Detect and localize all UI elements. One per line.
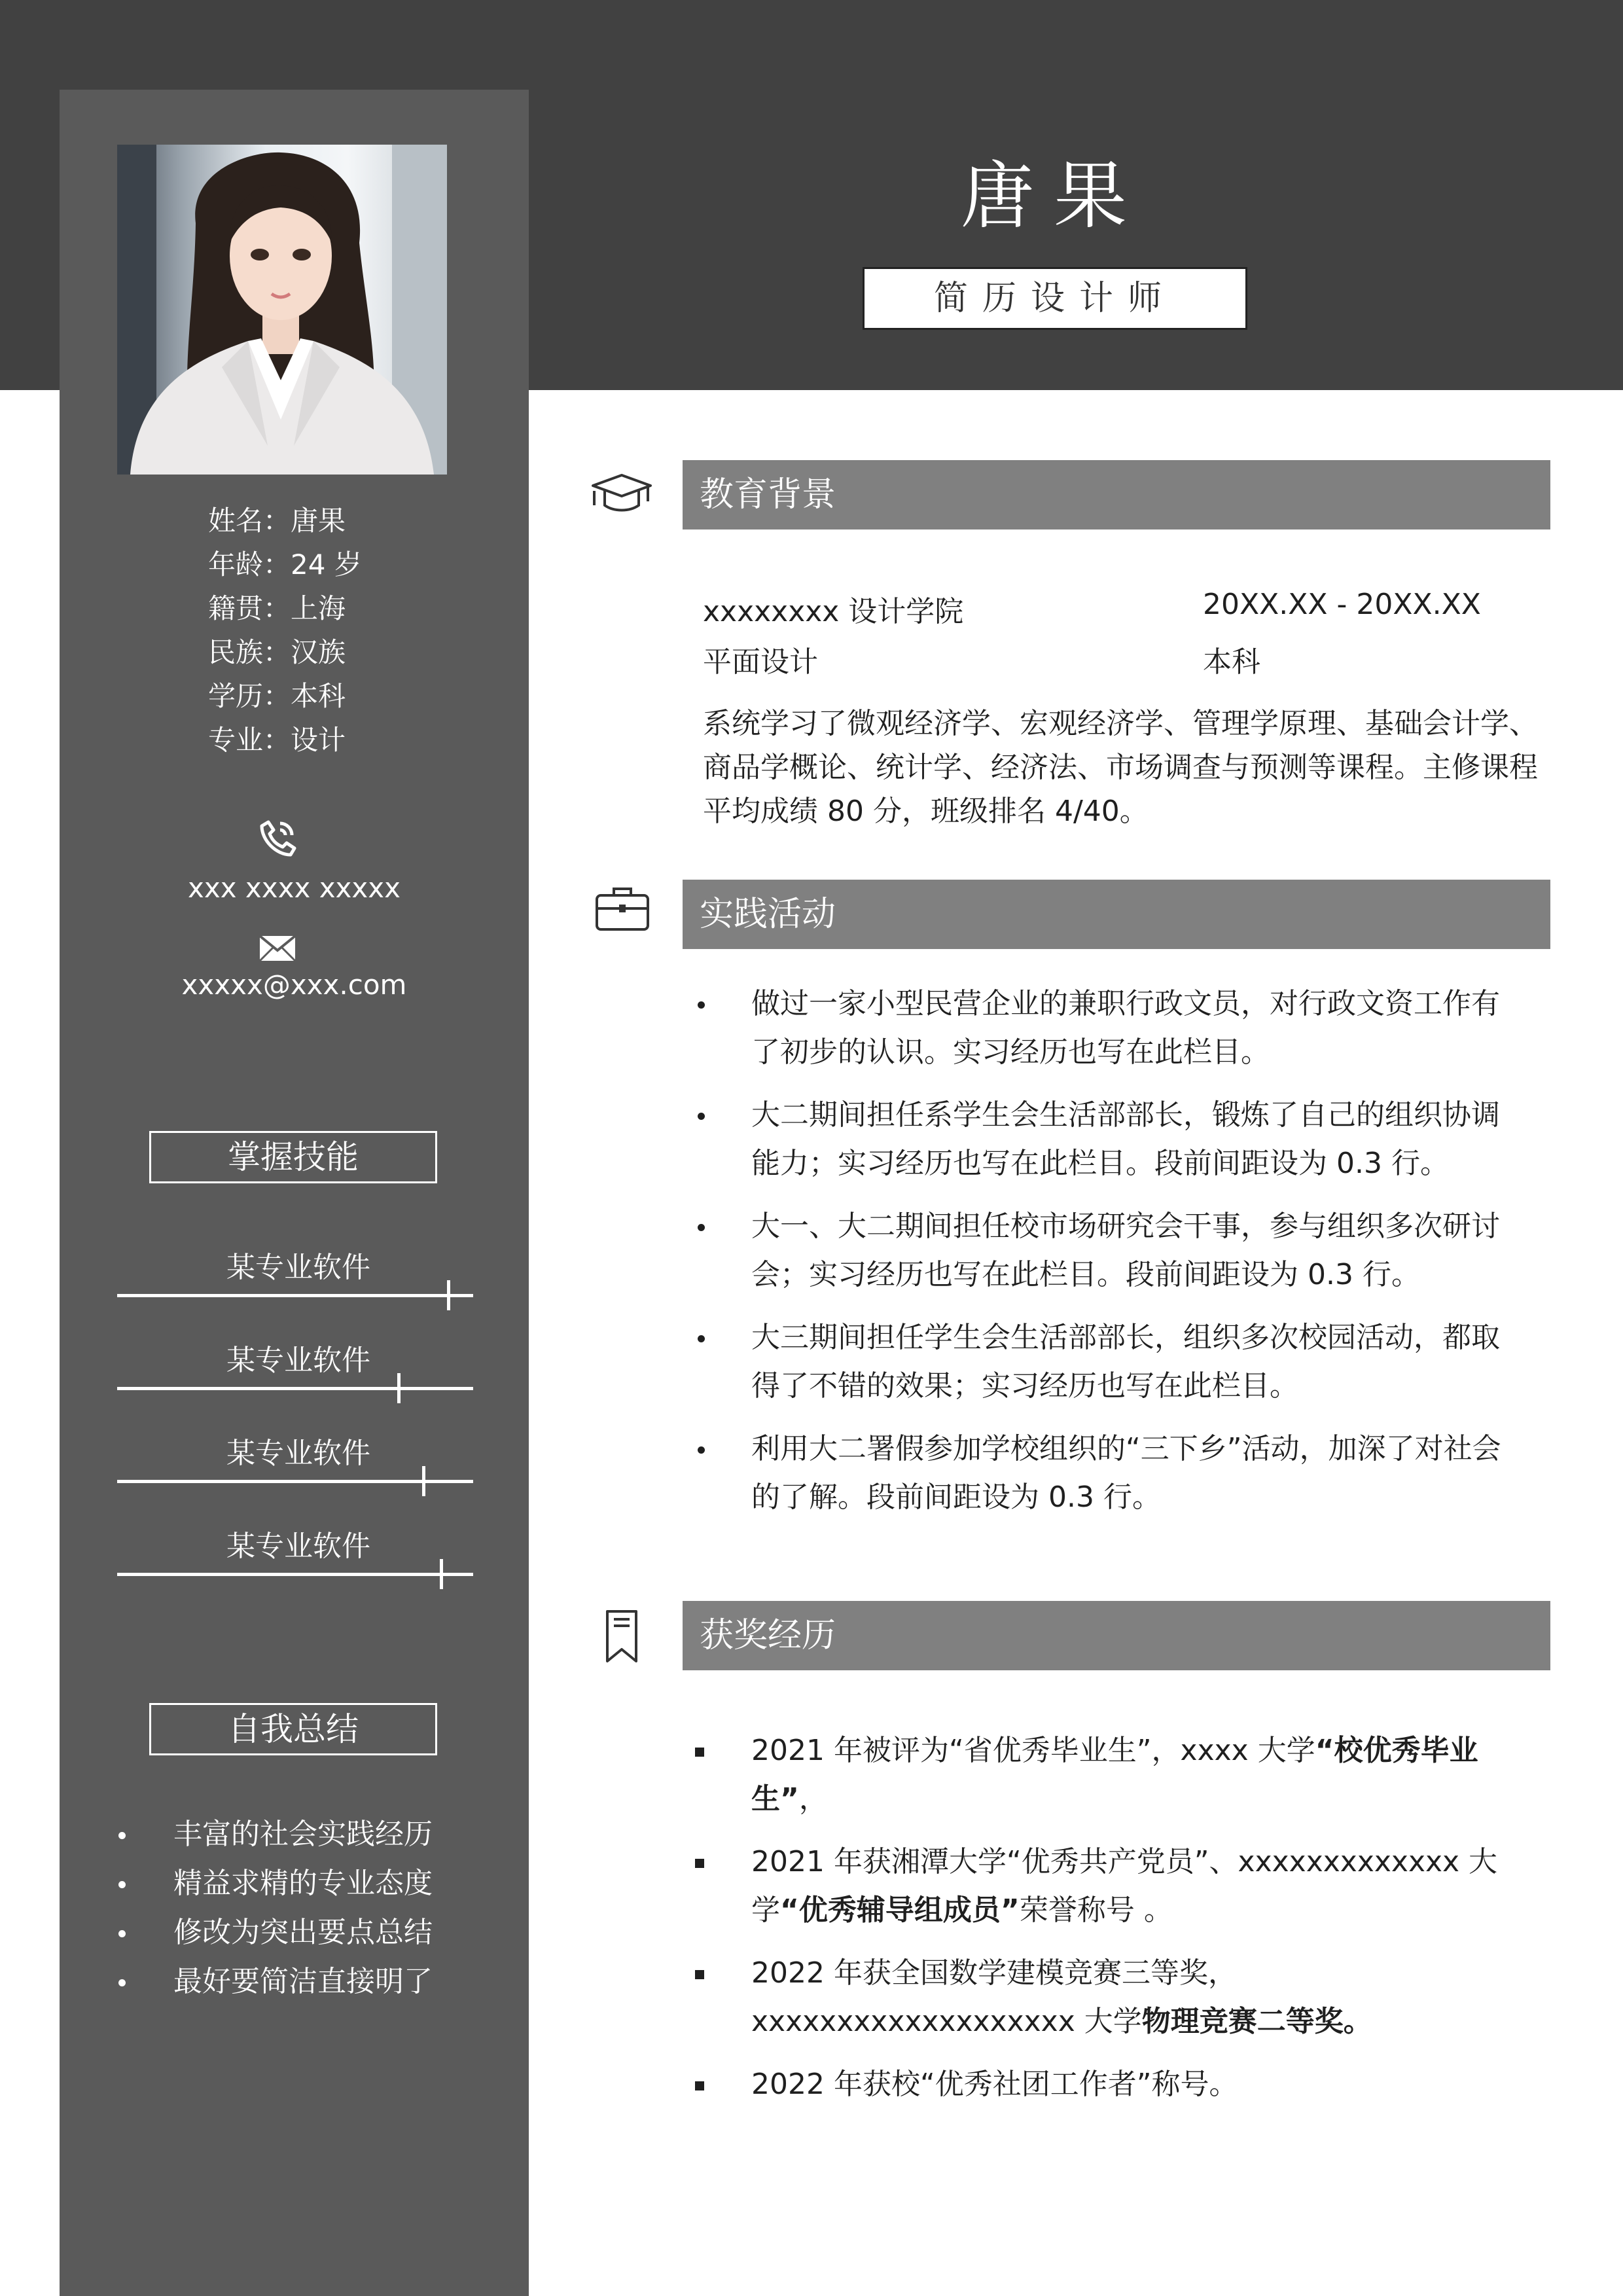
education-description: 系统学习了微观经济学、宏观经济学、管理学原理、基础会计学、商品学概论、统计学、经济法、市场调查与预测等课程。主修课程平均成绩 80 分，班级排名 4/40。	[703, 707, 1538, 828]
skill-label: 某专业软件	[226, 1251, 370, 1284]
phone-icon	[257, 817, 298, 859]
phone-number: xxx xxxx xxxxx	[188, 872, 401, 904]
info-age: 年龄：24 岁	[208, 548, 362, 581]
award-item: 2022 年获全国数学建模竞赛三等奖，xxxxxxxxxxxxxxxxxxx 大学物理竞赛二等奖。	[694, 1949, 1518, 2046]
education-heading: 教育背景	[700, 475, 836, 514]
practice-item: 做过一家小型民营企业的兼职行政文员，对行政文资工作有了初步的认识。实习经历也写在此栏目。	[694, 980, 1518, 1077]
skill-level-marker	[397, 1373, 401, 1403]
awards-heading: 获奖经历	[700, 1616, 836, 1655]
info-major: 专业：设计	[208, 724, 346, 756]
education-section-header	[683, 460, 1550, 529]
info-name: 姓名：唐果	[208, 505, 346, 537]
practice-item: 大二期间担任系学生会生活部部长，锻炼了自己的组织协调能力；实习经历也写在此栏目。段前间距设为 0.3 行。	[694, 1091, 1518, 1188]
skill-label: 某专业软件	[226, 1437, 370, 1470]
skill-label: 某专业软件	[226, 1530, 370, 1563]
job-title: 简历设计师	[863, 267, 1247, 330]
education-major: 平面设计	[703, 645, 818, 679]
summary-item: 最好要简洁直接明了	[111, 1957, 433, 2006]
education-degree: 本科	[1203, 645, 1260, 679]
skill-label: 某专业软件	[226, 1344, 370, 1377]
practice-heading: 实践活动	[700, 895, 836, 934]
bookmark-icon	[605, 1609, 639, 1664]
education-school: xxxxxxxx 设计学院	[703, 595, 964, 628]
info-ethnicity: 民族：汉族	[208, 636, 346, 668]
envelope-icon	[259, 935, 296, 962]
practice-item: 利用大二署假参加学校组织的“三下乡”活动，加深了对社会的了解。段前间距设为 0.3 行。	[694, 1425, 1518, 1522]
candidate-name: 唐果	[961, 154, 1147, 239]
practice-item: 大三期间担任学生会生活部部长，组织多次校园活动，都取得了不错的效果；实习经历也写在此栏目。	[694, 1314, 1518, 1410]
practice-item: 大一、大二期间担任校市场研究会干事，参与组织多次研讨会；实习经历也写在此栏目。段前间距设为 0.3 行。	[694, 1202, 1518, 1299]
summary-heading: 自我总结	[149, 1703, 437, 1755]
personal-info-list	[208, 499, 362, 762]
award-item: 2022 年获校“优秀社团工作者”称号。	[694, 2060, 1518, 2109]
skills-heading: 掌握技能	[149, 1131, 437, 1183]
skill-level-bar	[117, 1573, 473, 1576]
info-education: 学历：本科	[208, 680, 346, 712]
profile-photo	[117, 145, 447, 475]
practice-list	[694, 980, 1518, 1522]
summary-item: 丰富的社会实践经历	[111, 1810, 433, 1859]
summary-item: 修改为突出要点总结	[111, 1908, 433, 1957]
awards-section-header	[683, 1601, 1550, 1670]
award-item: 2021 年获湘潭大学“优秀共产党员”、xxxxxxxxxxxxx 大学“优秀辅导组成员”荣誉称号 。	[694, 1838, 1518, 1935]
info-hometown: 籍贯：上海	[208, 592, 346, 624]
awards-list	[694, 1727, 1518, 2109]
skill-level-bar	[117, 1294, 473, 1297]
skill-level-bar	[117, 1387, 473, 1390]
briefcase-icon	[594, 885, 651, 932]
summary-item: 精益求精的专业态度	[111, 1859, 433, 1908]
skill-level-marker	[422, 1466, 425, 1496]
email-address: xxxxx@xxx.com	[181, 969, 407, 1001]
summary-list	[111, 1810, 433, 2006]
education-period: 20XX.XX - 20XX.XX	[1203, 588, 1481, 621]
skill-level-marker	[447, 1280, 450, 1310]
graduation-cap-icon	[589, 470, 654, 516]
skill-level-marker	[440, 1559, 443, 1589]
practice-section-header	[683, 880, 1550, 949]
award-item: 2021 年被评为“省优秀毕业生”，xxxx 大学“校优秀毕业生”，	[694, 1727, 1518, 1823]
skill-level-bar	[117, 1480, 473, 1483]
